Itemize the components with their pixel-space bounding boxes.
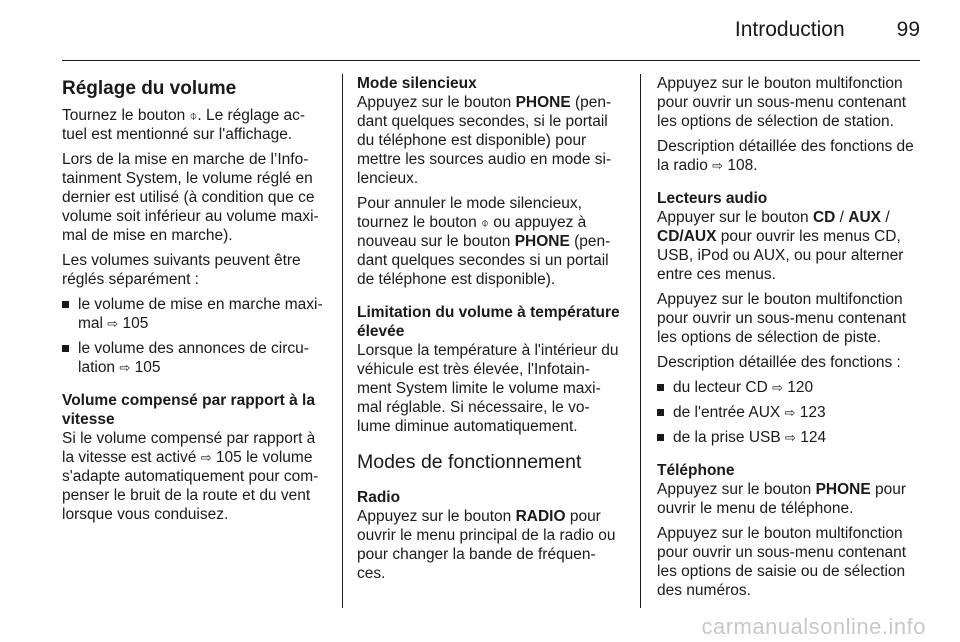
- phone-button-label: PHONE: [514, 233, 570, 250]
- page-reference-arrow-icon: ⇨: [712, 158, 724, 173]
- column-1: [62, 74, 328, 530]
- aux-button-label: AUX: [848, 209, 882, 226]
- list-item: du lecteur CD ⇨ 120: [657, 378, 923, 397]
- column-divider: [640, 74, 641, 608]
- phone-button-label: PHONE: [815, 481, 871, 498]
- paragraph: Les volumes suivants peuvent être réglés séparément :: [62, 252, 301, 288]
- list-item: de la prise USB ⇨ 124: [657, 428, 923, 447]
- page-reference-arrow-icon: ⇨: [200, 450, 212, 465]
- paragraph: Appuyez sur le bouton RADIO pour ouvrir le menu principal de la radio ou pour changer la bande de fréquen- ces.: [357, 508, 616, 582]
- radio-button-label: RADIO: [515, 508, 566, 525]
- subsection-title: Radio: [357, 489, 401, 506]
- page-reference-arrow-icon: ⇨: [772, 380, 783, 395]
- page-title: Introduction: [734, 18, 845, 41]
- bullet-icon: [62, 345, 69, 352]
- volume-knob-icon: ⌽: [481, 215, 489, 230]
- page-reference-arrow-icon: ⇨: [107, 316, 119, 331]
- cd-aux-button-label: CD/AUX: [657, 228, 717, 245]
- paragraph: Appuyez sur le bouton PHONE (pen- dant quelques secondes, si le portail du téléphone est disponible) pour mettre les sources audio en mode si- lencieux.: [357, 94, 612, 187]
- subsection-title: Mode silencieux: [357, 75, 477, 92]
- bullet-icon: [657, 409, 664, 416]
- page-reference[interactable]: 123: [799, 404, 826, 421]
- page-reference[interactable]: 120: [787, 379, 814, 396]
- paragraph: Appuyez sur le bouton multifonction pour ouvrir un sous-menu contenant les options de sélection de station.: [657, 75, 907, 130]
- paragraph: Tournez le bouton ⌽. Le réglage ac- tuel est mentionné sur l'affichage.: [62, 107, 306, 143]
- volume-knob-icon: ⌽: [189, 108, 198, 123]
- subsection-title: Limitation du volume à température élevée: [357, 304, 620, 340]
- section-heading: Modes de fonctionnement: [357, 451, 582, 473]
- paragraph: Description détaillée des fonctions :: [657, 354, 901, 371]
- subsection-title: Téléphone: [657, 462, 735, 479]
- page-reference[interactable]: 105: [134, 359, 161, 376]
- subsection-title: Volume compensé par rapport à la vitesse: [62, 392, 315, 428]
- watermark: carmanualsonline.info: [701, 614, 926, 639]
- paragraph: Description détaillée des fonctions de la radio ⇨ 108.: [657, 138, 914, 174]
- column-2: [357, 74, 623, 589]
- paragraph: Appuyez sur le bouton multifonction pour ouvrir un sous-menu contenant les options de saisie ou de sélection des numéros.: [657, 525, 907, 599]
- section-title: Réglage du volume: [62, 78, 237, 99]
- page-header: [62, 18, 920, 46]
- header-rule: [62, 60, 920, 61]
- column-3: [657, 74, 923, 606]
- bullet-icon: [657, 384, 664, 391]
- page-reference[interactable]: 105: [122, 315, 149, 332]
- bullet-list: [657, 378, 923, 447]
- page-number: 99: [896, 18, 920, 41]
- phone-button-label: PHONE: [515, 94, 571, 111]
- paragraph: Appuyez sur le bouton PHONE pour ouvrir le menu de téléphone.: [657, 481, 907, 517]
- page-reference[interactable]: 105: [215, 449, 242, 466]
- paragraph: Appuyez sur le bouton multifonction pour ouvrir un sous-menu contenant les options de sélection de piste.: [657, 291, 907, 346]
- page-reference-arrow-icon: ⇨: [119, 360, 131, 375]
- column-divider: [342, 74, 343, 608]
- page-reference[interactable]: 108.: [727, 157, 758, 174]
- paragraph: Appuyer sur le bouton CD / AUX / CD/AUX pour ouvrir les menus CD, USB, iPod ou AUX, ou pour alterner entre ces menus.: [657, 209, 904, 283]
- list-item: de l'entrée AUX ⇨ 123: [657, 403, 923, 422]
- paragraph: Lors de la mise en marche de l’Info- tainment System, le volume réglé en dernier est utilisé (à condition que ce volume soit inférieur au volume maxi- mal de mise en marche).: [62, 151, 319, 244]
- paragraph: Si le volume compensé par rapport à la vitesse est activé ⇨ 105 le volume s'adapte automatiquement pour com- penser le bruit de la route et du vent lorsque vous conduisez.: [62, 430, 319, 523]
- list-item: le volume des annonces de circu- lation ⇨ 105: [62, 339, 328, 377]
- bullet-icon: [657, 434, 664, 441]
- bullet-icon: [62, 301, 69, 308]
- paragraph: Pour annuler le mode silencieux, tournez le bouton ⌽ ou appuyez à nouveau sur le bouton PHONE (pen- dant quelques secondes si un portail de téléphone est disponible).: [357, 195, 611, 288]
- list-item: le volume de mise en marche maxi- mal ⇨ 105: [62, 295, 328, 333]
- page-reference[interactable]: 124: [800, 429, 827, 446]
- bullet-list: [62, 295, 328, 377]
- cd-button-label: CD: [812, 209, 836, 226]
- paragraph: Lorsque la température à l'intérieur du véhicule est très élevée, l'Infotain- ment System limite le volume maxi- mal réglable. Si nécessaire, le vo- lume diminue automatiquement.: [357, 342, 619, 435]
- subsection-title: Lecteurs audio: [657, 190, 768, 207]
- page-reference-arrow-icon: ⇨: [785, 430, 796, 445]
- page-reference-arrow-icon: ⇨: [784, 405, 796, 420]
